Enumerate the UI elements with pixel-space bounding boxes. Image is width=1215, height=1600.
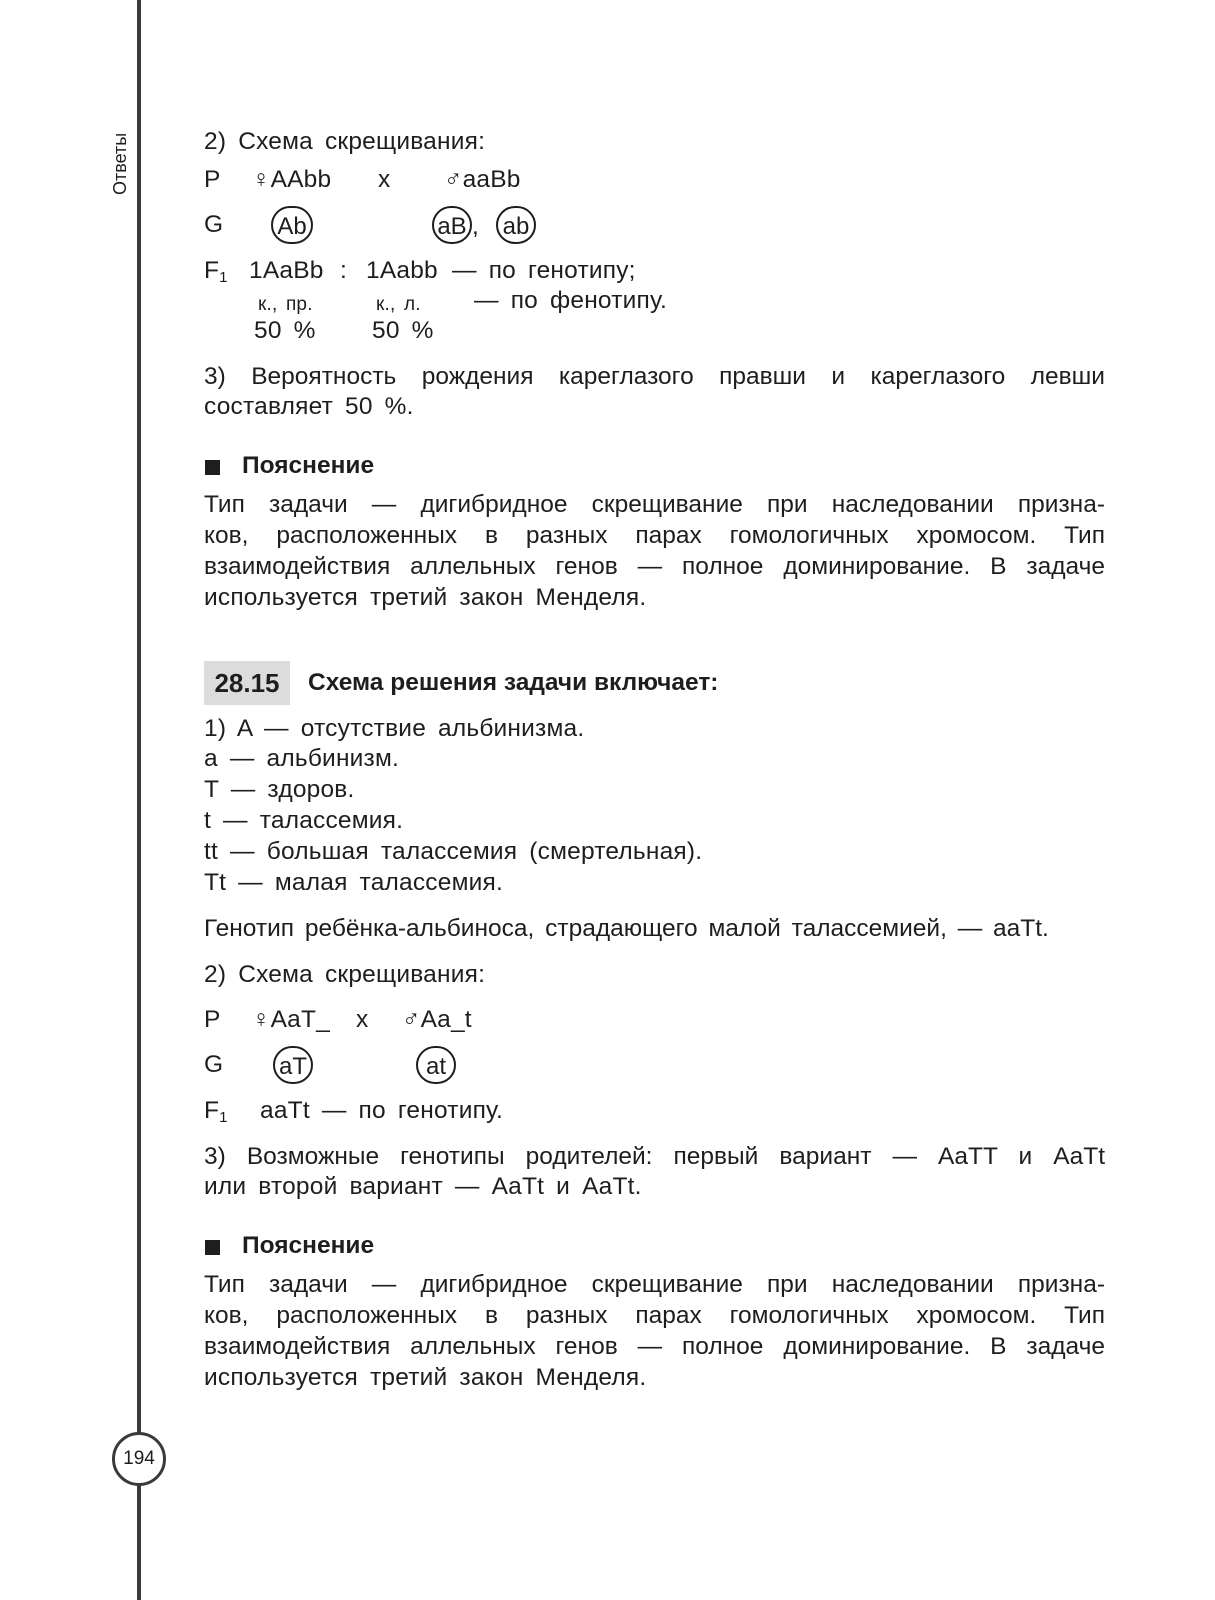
parent-female-genotype: ♀AaT_: [252, 1006, 330, 1033]
offspring-genotype: 1AaBb: [249, 257, 324, 284]
allele-definition: T — здоров.: [204, 776, 355, 803]
cross-sign: x: [378, 166, 391, 193]
explanation-heading: Пояснение: [242, 1232, 375, 1259]
section-bullet: [205, 460, 220, 475]
gamete-circle: at: [416, 1046, 456, 1084]
allele-definition: t — талассемия.: [204, 807, 404, 834]
child-genotype-line: Генотип ребёнка-альбиноса, страдающего малой талассемией, — aaTt.: [204, 915, 1049, 942]
answer-item-3: 3) Вероятность рождения кареглазого правши и кареглазого левши: [204, 363, 1105, 390]
explanation-line: взаимодействия аллельных генов — полное доминирование. В задаче: [204, 1333, 1105, 1360]
explanation-line: ков, расположенных в разных парах гомологичных хромосом. Тип: [204, 1302, 1105, 1329]
explanation-line: Тип задачи — дигибридное скрещивание при наследовании призна-: [204, 491, 1105, 518]
answer-item-3: 3) Возможные генотипы родителей: первый вариант — AaTT и AaTt: [204, 1143, 1105, 1170]
task-title: Схема решения задачи включает:: [308, 669, 719, 696]
cross-sign: x: [356, 1006, 369, 1033]
explanation-line: ков, расположенных в разных парах гомологичных хромосом. Тип: [204, 522, 1105, 549]
explanation-line: используется третий закон Менделя.: [204, 584, 647, 611]
gamete-circle: aB: [432, 206, 472, 244]
gamete-circle: Ab: [271, 206, 313, 244]
answer-item-3-cont: составляет 50 %.: [204, 393, 414, 420]
parents-label: P: [204, 166, 221, 193]
explanation-line: взаимодействия аллельных генов — полное доминирование. В задаче: [204, 553, 1105, 580]
gamete-circle: ab: [496, 206, 536, 244]
page-number-badge: 194: [112, 1432, 166, 1486]
offspring-label: $F_1$: [204, 1097, 228, 1126]
section-bullet: [205, 1240, 220, 1255]
allele-definition: Tt — малая талассемия.: [204, 869, 503, 896]
answer-item-3-cont: или второй вариант — AaTt и AaTt.: [204, 1173, 642, 1200]
allele-definition: a — альбинизм.: [204, 745, 400, 772]
offspring-label: $F_1$: [204, 257, 228, 286]
genotype-note: — по генотипу;: [452, 257, 636, 284]
gamete-circle: aT: [273, 1046, 313, 1084]
parent-male-genotype: ♂aaBb: [444, 166, 521, 193]
margin-rule: [137, 0, 141, 1600]
phenotype-percent: 50 %: [254, 317, 316, 344]
explanation-line: используется третий закон Менделя.: [204, 1364, 647, 1391]
gamete-separator: ,: [472, 213, 480, 240]
offspring-genotype-line: aaTt — по генотипу.: [260, 1097, 504, 1124]
ratio-colon: :: [340, 257, 348, 284]
parents-label: P: [204, 1006, 221, 1033]
scheme-title: 2) Схема скрещивания:: [204, 128, 486, 155]
phenotype-note: — по фенотипу.: [474, 287, 667, 314]
gametes-label: G: [204, 211, 224, 238]
task-number-badge: 28.15: [204, 661, 290, 705]
explanation-line: Тип задачи — дигибридное скрещивание при наследовании призна-: [204, 1271, 1105, 1298]
section-side-label: Ответы: [110, 132, 130, 195]
phenotype-label: к., пр.: [258, 294, 313, 315]
phenotype-percent: 50 %: [372, 317, 434, 344]
offspring-genotype: 1Aabb: [366, 257, 438, 284]
parent-female-genotype: ♀AAbb: [252, 166, 332, 193]
allele-definition: tt — большая талассемия (смертельная).: [204, 838, 703, 865]
phenotype-label: к., л.: [376, 294, 421, 315]
gametes-label: G: [204, 1051, 224, 1078]
allele-definition: 1) A — отсутствие альбинизма.: [204, 715, 585, 742]
scheme-title: 2) Схема скрещивания:: [204, 961, 486, 988]
parent-male-genotype: ♂Aa_t: [402, 1006, 472, 1033]
explanation-heading: Пояснение: [242, 452, 375, 479]
